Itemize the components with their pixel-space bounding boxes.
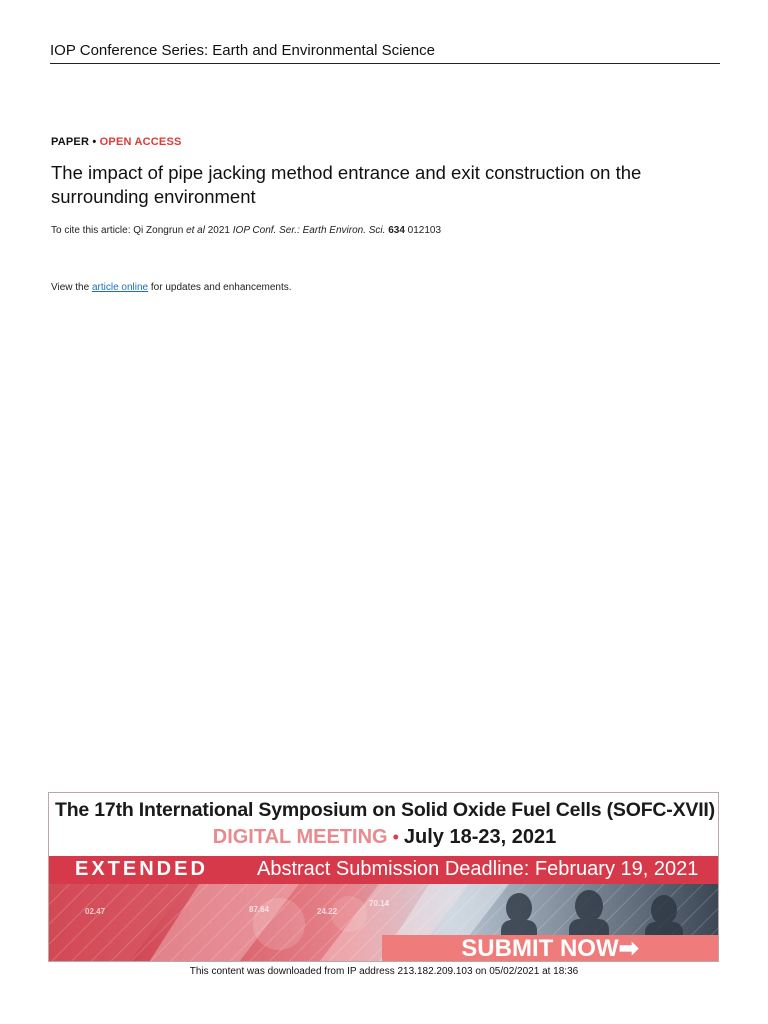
submit-now-button[interactable] xyxy=(382,935,718,962)
citation-line xyxy=(51,225,441,236)
banner-image-number: 70.14 xyxy=(369,899,390,908)
citation-year: 2021 xyxy=(204,225,233,236)
banner-image-number: 87.64 xyxy=(249,905,270,914)
banner-dates: July 18-23, 2021 xyxy=(403,826,557,848)
view-online-line xyxy=(51,282,292,293)
banner-deadline-bar xyxy=(49,856,719,884)
citation-journal: IOP Conf. Ser.: Earth Environ. Sci. xyxy=(232,225,386,236)
advertisement-banner[interactable] xyxy=(48,792,719,962)
open-access-label: OPEN ACCESS xyxy=(99,136,182,148)
arrow-right-icon: ➡ xyxy=(618,935,639,962)
citation-volume: 634 xyxy=(388,225,405,236)
banner-event-title: The 17th International Symposium on Solid Oxide Fuel Cells (SOFC-XVII) xyxy=(55,799,715,821)
submit-label: SUBMIT NOW xyxy=(461,935,619,962)
journal-header xyxy=(50,42,720,64)
article-title: The impact of pipe jacking method entrance and exit construction on the surrounding environment xyxy=(51,162,642,207)
article-online-link[interactable]: article online xyxy=(91,282,149,293)
banner-bullet: • xyxy=(387,827,404,847)
separator: • xyxy=(89,136,100,148)
paper-type-label: PAPER xyxy=(51,136,90,148)
banner-deadline: Abstract Submission Deadline: February 19, 2021 xyxy=(257,858,699,880)
citation-etal: et al xyxy=(186,225,205,236)
view-prefix: View the xyxy=(51,282,92,293)
banner-image-number: 02.47 xyxy=(85,907,106,916)
citation-article-number: 012103 xyxy=(404,225,442,236)
view-suffix: for updates and enhancements. xyxy=(148,282,292,293)
banner-digital-meeting: DIGITAL MEETING xyxy=(212,826,388,848)
banner-meeting-line xyxy=(49,826,719,849)
citation-prefix: To cite this article: Qi Zongrun xyxy=(51,225,187,236)
banner-image-number: 24.22 xyxy=(317,907,338,916)
journal-name: IOP Conference Series: Earth and Environmental Science xyxy=(50,42,435,59)
download-note: This content was downloaded from IP address 213.182.209.103 on 05/02/2021 at 18:36 xyxy=(189,966,579,977)
paper-type-line xyxy=(51,136,182,148)
banner-extended: EXTENDED xyxy=(75,858,208,880)
